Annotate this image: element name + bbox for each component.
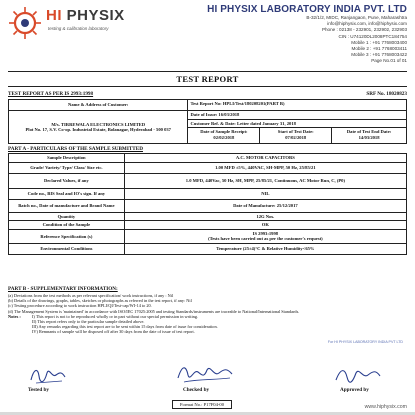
supplementary-info [8,293,407,335]
checked-by-label: Checked by [183,387,210,393]
supplementary-item: (d) The Management System is 'maintained' in accordance with ISO/IEC 17025:2005 and testing Standards/instruments are traceable to National/International Standards. [8,308,300,314]
email-line: info@hiphysix.com, info@hiphysix.com [327,21,407,27]
title-top-rule [8,71,407,72]
company-logo [8,6,148,40]
checker-signature [174,360,238,386]
approver-signature [332,363,384,387]
logo-wordmark: HI PHYSIX [46,7,125,24]
report-number: Test Report No: HPLI/Test/180208201(PART B) [188,100,407,111]
particular-label: Environmental Conditions [9,243,125,254]
particular-label: Batch no., Date of manufacture and Brand Name [9,199,125,212]
particular-value: NIL [124,188,406,199]
mobile-line-3: Mobile 3 : +91 7768003422 [351,52,407,58]
date-of-issue: Date of Issue: 16/03/2018 [188,111,407,120]
particular-value: OK [124,221,406,230]
cin-line: CIN : U74120DL2008PTC184754 [338,33,407,39]
format-number: Format No.: P17F04-00 [172,400,232,409]
customer-details-table [8,99,407,144]
particular-label: Reference Specification (s) [9,229,125,243]
supplementary-item: (b) Details of the drawings, graphs, tables, sketches or photographs as referred in the test report, if any: Nil [8,298,192,304]
particular-label: Sample Description [9,154,125,163]
particular-label: Declared Values, if any [9,173,125,188]
particular-value: A.C. MOTOR CAPACITORS [124,154,406,163]
test-end-date: Date of Test End Date: 14/03/2018 [332,128,407,144]
hiphysix-emblem-icon [8,6,42,40]
particular-value: 1.00 MFD ±5%, 440VAC, SH-MPP, 50 Hz, 25/85/21 [124,162,406,173]
page-number: Page No.01 of 01 [371,58,407,64]
company-details [169,4,407,65]
approved-by-label: Approved by [340,387,369,393]
particular-value: Date of Manufacture: 25/12/2017 [124,199,406,212]
particular-value: 1.0 MFD, 440Vac, 50 Hz, SH, MPP, 25/85/21, Continuous, AC Motor Run, C, (P0) [124,173,406,188]
customer-address: M/s. TIRREWALA ELECTRONICS LIMITED Plot No. 17, S.V. Co-op. Industrial Estate, Bolanagar, Hyderabad - 500 037 [9,111,188,144]
sample-receipt-date: Date of Sample Receipt: 02/02/2018 [188,128,260,144]
note-item: III) Any remarks regarding this test report are to be sent within 15 days from date of issue for consideration. [32,324,218,330]
notes-block [8,314,407,335]
particular-value: Temperature (25±4)°C & Relative Humidity<65% [124,243,406,254]
notes-list [32,314,218,335]
company-stamp: For HI PHYSIX LABORATORY INDIA PVT LTD [327,340,403,344]
tester-signature [28,364,68,386]
part-b-heading: PART B - SUPPLEMENTARY INFORMATION: [8,286,118,292]
logo-tagline: testing & calibration laboratory [48,26,109,31]
particular-label: Quantity [9,212,125,221]
mobile-line-2: Mobile 2 : +91 7768003411 [351,46,407,52]
phone-line: Phone : 02138 - 232901, 232902, 232903 [321,27,407,33]
srf-number: SRF No. 18020823 [366,91,407,97]
notes-label: Notes : [8,313,21,319]
address-line: B-32/1/2, MIDC, Ranjangaon, Pune, Maharashtra [306,15,407,20]
supplementary-item: (a) Deviations from the test methods as per relevant specification/ work instructions, if any : Nil [8,293,174,298]
note-item: II) This report refers only to the particular sample detailed above. [32,319,145,325]
test-start-date: Start of Test Date: 07/02/2018 [260,128,332,144]
note-item: IV) Remnants of sample will be disposed off after 30 days from the date of issue of test report. [32,329,195,335]
note-item: I) This report is not to be reproduced wholly or in part without our special permission in writing. [32,313,199,319]
sample-particulars-table [8,153,407,255]
tested-by-label: Tested by [28,387,49,393]
title-bottom-rule [8,86,407,87]
report-standard: TEST REPORT AS PER IS 2993:1998 [8,91,94,97]
particular-label: Grade/ Variety/ Type/ Class/ Size etc. [9,162,125,173]
particular-value: IS 2993:1998 (Tests have been carried out as per the customer's request) [124,229,406,243]
particular-value: 12G Nos. [124,212,406,221]
company-name: HI PHYSIX LABORATORY INDIA PVT. LTD [207,4,407,15]
part-a-heading: PART A - PARTICULARS OF THE SAMPLE SUBMITTED [8,146,143,152]
particular-label: Condition of the Sample [9,221,125,230]
website-link[interactable]: www.hiphysix.com [364,404,407,410]
report-title: TEST REPORT [176,74,239,84]
supplementary-item: (c) Testing procedure according to work instruction HPLI/QI/Test-cap/WI-14 to 20. [8,303,152,309]
particular-label: Code no., BIS Seal and IO's sign. If any [9,188,125,199]
mobile-line-1: Mobile 1 : +91 7768003400 [351,39,407,45]
customer-label: Name & Address of Customer: [9,100,188,111]
customer-reference: Customer Ref. & Date: Letter dated January 31, 2018 [188,119,407,128]
